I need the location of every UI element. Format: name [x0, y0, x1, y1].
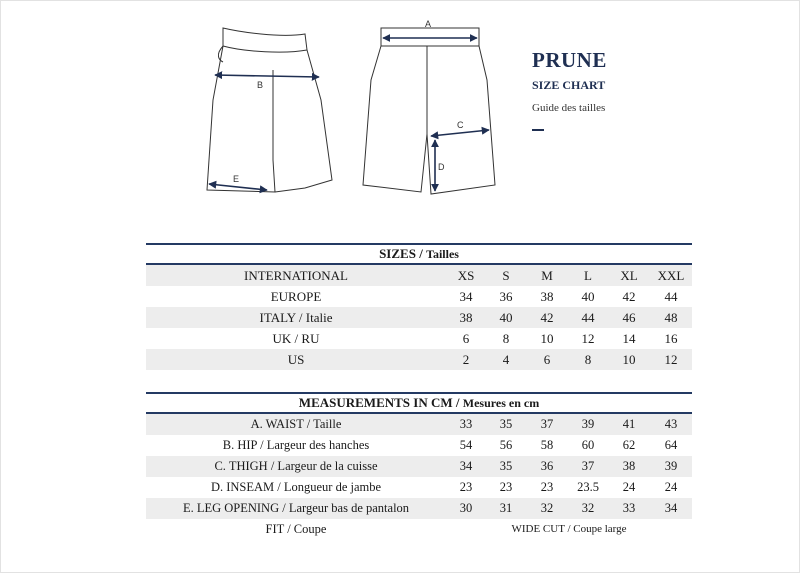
fit-value: WIDE CUT / Coupe large [511, 523, 627, 535]
cell: 6 [462, 331, 470, 346]
cell: 33 [608, 498, 650, 519]
cell: 46 [608, 307, 650, 328]
cell: 10 [540, 331, 554, 346]
cell: 44 [664, 289, 678, 304]
row-label: UK / RU [272, 331, 320, 346]
cell: 34 [446, 456, 486, 477]
label-d: D [438, 162, 445, 172]
label-a: A [425, 19, 432, 29]
measurements-title-main: MEASUREMENTS IN CM / [298, 395, 460, 410]
sizes-header-row [146, 264, 692, 286]
cell: 39 [650, 456, 692, 477]
cell: 38 [446, 307, 486, 328]
cell: 32 [568, 498, 608, 519]
cell: 38 [540, 289, 554, 304]
measurements-title-fr: Mesures en cm [462, 396, 540, 410]
table-row [146, 286, 692, 307]
row-label: E. LEG OPENING / Largeur bas de pantalon [146, 498, 446, 519]
cell: 40 [581, 289, 595, 304]
cell: 41 [608, 413, 650, 435]
cell: 23 [459, 480, 473, 494]
cell: 23.5 [577, 480, 599, 494]
row-label: B. HIP / Largeur des hanches [222, 438, 370, 452]
shorts-front-view [363, 28, 495, 194]
cell: 62 [622, 438, 636, 452]
cell: 43 [650, 413, 692, 435]
sizes-title-main: SIZES / [379, 246, 423, 261]
sizes-table [146, 243, 692, 370]
size-col-l: L [568, 264, 608, 286]
table-row [146, 477, 692, 498]
arrow-c [431, 130, 489, 136]
size-col-xs: XS [446, 264, 486, 286]
cell: 38 [608, 456, 650, 477]
shorts-diagram-svg [195, 10, 515, 210]
row-label: A. WAIST / Taille [146, 413, 446, 435]
table-row [146, 456, 692, 477]
fit-row [146, 519, 692, 540]
row-label: C. THIGH / Largeur de la cuisse [146, 456, 446, 477]
fit-label: FIT / Coupe [265, 522, 327, 536]
cell: 37 [568, 456, 608, 477]
cell: 54 [459, 438, 473, 452]
table-row [146, 435, 692, 456]
cell: 12 [581, 331, 595, 346]
cell: 24 [664, 480, 678, 494]
shorts-side-view [207, 28, 332, 192]
arrow-b [215, 75, 319, 77]
cell: 34 [650, 498, 692, 519]
measurements-title [146, 393, 692, 413]
cell: 32 [526, 498, 568, 519]
row-label: D. INSEAM / Longueur de jambe [210, 480, 382, 494]
label-e: E [233, 174, 240, 184]
cell: 12 [650, 349, 692, 370]
cell: 35 [486, 456, 526, 477]
brand-block [532, 48, 732, 131]
table-row [146, 307, 692, 328]
sizes-title-fr: Tailles [426, 247, 459, 261]
cell: 42 [526, 307, 568, 328]
size-col-s: S [486, 264, 526, 286]
cell: 6 [526, 349, 568, 370]
cell: 44 [568, 307, 608, 328]
brand-name: PRUNE [532, 48, 607, 72]
cell: 37 [526, 413, 568, 435]
row-label: ITALY / Italie [146, 307, 446, 328]
cell: 56 [499, 438, 513, 452]
measurements-table [146, 392, 692, 540]
cell: 23 [499, 480, 513, 494]
shorts-diagram [195, 10, 515, 210]
cell: 58 [540, 438, 554, 452]
cell: 36 [526, 456, 568, 477]
brand-dash [532, 129, 544, 131]
cell: 39 [568, 413, 608, 435]
measurement-arrows [209, 38, 489, 191]
cell: 42 [622, 289, 636, 304]
cell: 14 [622, 331, 636, 346]
cell: 23 [540, 480, 554, 494]
table-row [146, 328, 692, 349]
cell: 10 [608, 349, 650, 370]
row-label: US [146, 349, 446, 370]
table-row [146, 349, 692, 370]
cell: 64 [664, 438, 678, 452]
cell: 24 [622, 480, 636, 494]
brand-guide: Guide des tailles [532, 102, 606, 114]
sizes-title [146, 244, 692, 264]
cell: 34 [459, 289, 473, 304]
brand-subtitle: SIZE CHART [532, 78, 606, 92]
cell: 31 [486, 498, 526, 519]
cell: 48 [650, 307, 692, 328]
cell: 60 [581, 438, 595, 452]
cell: 36 [499, 289, 513, 304]
cell: 4 [486, 349, 526, 370]
label-c: C [457, 120, 464, 130]
sizes-header-label: INTERNATIONAL [146, 264, 446, 286]
cell: 35 [486, 413, 526, 435]
size-col-m: M [526, 264, 568, 286]
table-row [146, 498, 692, 519]
cell: 8 [502, 331, 510, 346]
cell: 8 [568, 349, 608, 370]
cell: 30 [446, 498, 486, 519]
cell: 2 [446, 349, 486, 370]
table-row [146, 413, 692, 435]
row-label: EUROPE [270, 289, 322, 304]
cell: 40 [486, 307, 526, 328]
size-col-xxl: XXL [650, 264, 692, 286]
size-col-xl: XL [608, 264, 650, 286]
cell: 16 [664, 331, 678, 346]
cell: 33 [446, 413, 486, 435]
arrow-e [209, 184, 267, 190]
label-b: B [257, 80, 264, 90]
